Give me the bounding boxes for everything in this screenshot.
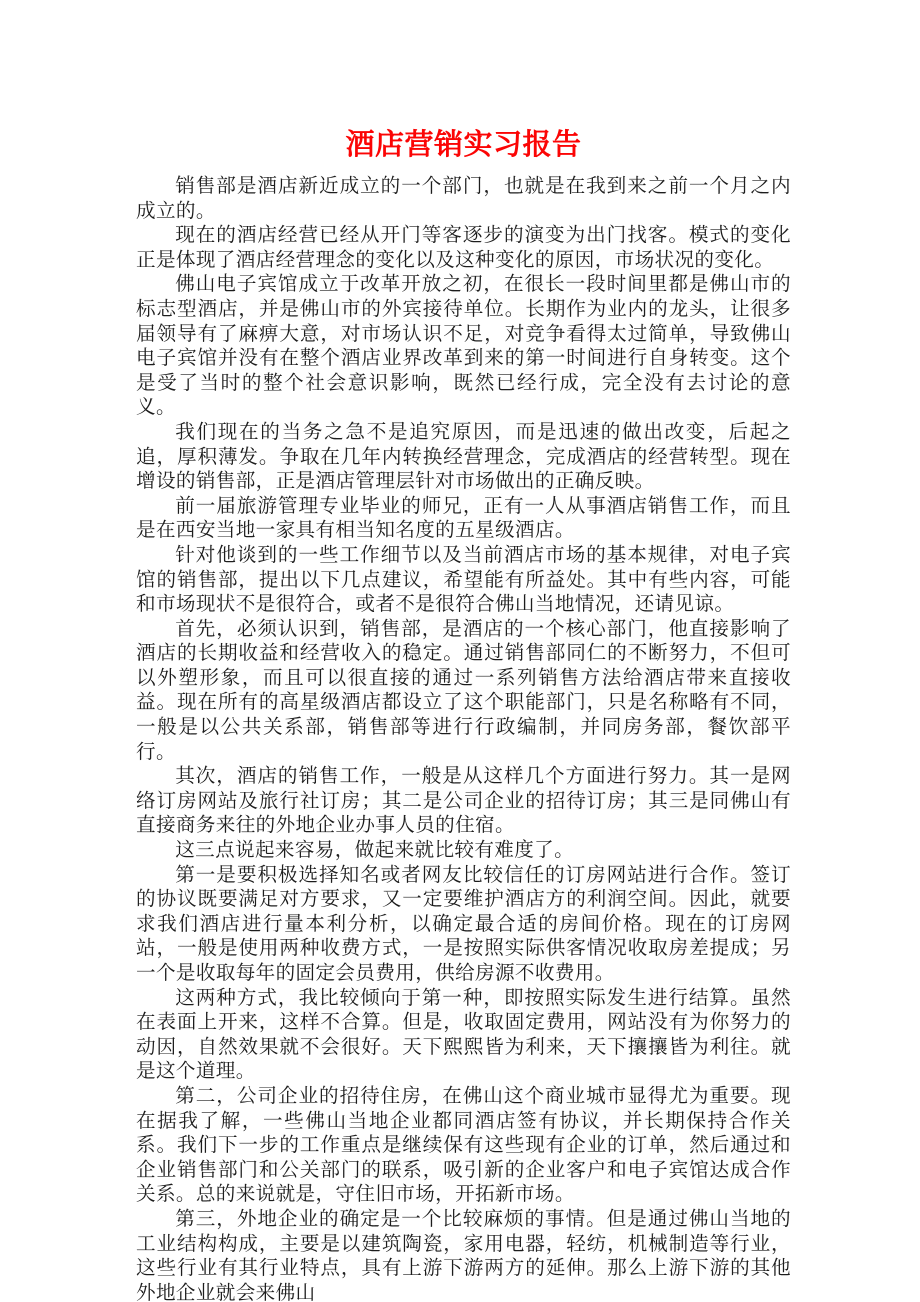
document-paragraphs xyxy=(136,174,791,1302)
document-paragraph: 这三点说起来容易，做起来就比较有难度了。 xyxy=(175,838,575,862)
document-paragraph: 第三，外地企业的确定是一个比较麻烦的事情。但是通过佛山当地的工业结构构成，主要是以建筑陶瓷，家用电器，轻纺，机械制造等行业，这些行业有其行业特点，具有上游下游两方的延伸。那么上游下游的其他外地企业就会来佛山 xyxy=(136,1206,791,1302)
document-body xyxy=(136,122,791,1302)
document-paragraph: 现在的酒店经营已经从开门等客逐步的演变为出门找客。模式的变化正是体现了酒店经营理念的变化以及这种变化的原因，市场状况的变化。 xyxy=(136,223,791,271)
document-paragraph: 第二，公司企业的招待住房，在佛山这个商业城市显得尤为重要。现在据我了解，一些佛山当地企业都同酒店签有协议，并长期保持合作关系。我们下一步的工作重点是继续保有这些现有企业的订单，然后通过和企业销售部门和公关部门的联系，吸引新的企业客户和电子宾馆达成合作关系。总的来说就是，守住旧市场，开拓新市场。 xyxy=(136,1083,791,1206)
page-title: 酒店营销实习报告 xyxy=(345,127,582,161)
document-paragraph: 这两种方式，我比较倾向于第一种，即按照实际发生进行结算。虽然在表面上开来，这样不合算。但是，收取固定费用，网站没有为你努力的动因，自然效果就不会很好。天下熙熙皆为利来，天下攘攘皆为利往。就是这个道理。 xyxy=(136,985,791,1083)
document-paragraph: 首先，必须认识到，销售部，是酒店的一个核心部门，他直接影响了酒店的长期收益和经营收入的稳定。通过销售部同仁的不断努力，不但可以外塑形象，而且可以很直接的通过一系列销售方法给酒店带来直接收益。现在所有的高星级酒店都设立了这个职能部门，只是名称略有不同，一般是以公共关系部，销售部等进行行政编制，并同房务部，餐饮部平行。 xyxy=(136,616,791,763)
document-paragraph: 其次，酒店的销售工作，一般是从这样几个方面进行努力。其一是网络订房网站及旅行社订房；其二是公司企业的招待订房；其三是同佛山有直接商务来往的外地企业办事人员的住宿。 xyxy=(136,764,791,837)
document-paragraph: 我们现在的当务之急不是追究原因，而是迅速的做出改变，后起之追，厚积薄发。争取在几年内转换经营理念，完成酒店的经营转型。现在增设的销售部，正是酒店管理层针对市场做出的正确反映。 xyxy=(136,419,791,493)
document-paragraph: 第一是要积极选择知名或者网友比较信任的订房网站进行合作。签订的协议既要满足对方要求，又一定要维护酒店方的利润空间。因此，就要求我们酒店进行量本利分析，以确定最合适的房间价格。现在的订房网站，一般是使用两种收费方式，一是按照实际供客情况收取房差提成；另一个是收取每年的固定会员费用，供给房源不收费用。 xyxy=(136,862,791,984)
document-paragraph: 佛山电子宾馆成立于改革开放之初，在很长一段时间里都是佛山市的标志型酒店，并是佛山市的外宾接待单位。长期作为业内的龙头，让很多届领导有了麻痹大意，对市场认识不足，对竞争看得太过简单，导致佛山电子宾馆并没有在整个酒店业界改革到来的第一时间进行自身转变。这个是受了当时的整个社会意识影响，既然已经行成，完全没有去讨论的意义。 xyxy=(136,272,791,419)
document-paragraph: 针对他谈到的一些工作细节以及当前酒店市场的基本规律，对电子宾馆的销售部，提出以下几点建议，希望能有所益处。其中有些内容，可能和市场现状不是很符合，或者不是很符合佛山当地情况，还请见谅。 xyxy=(136,542,791,616)
document-paragraph: 前一届旅游管理专业毕业的师兄，正有一人从事酒店销售工作，而且是在西安当地一家具有相当知名度的五星级酒店。 xyxy=(136,493,791,542)
document-paragraph: 销售部是酒店新近成立的一个部门，也就是在我到来之前一个月之内成立的。 xyxy=(136,174,791,222)
